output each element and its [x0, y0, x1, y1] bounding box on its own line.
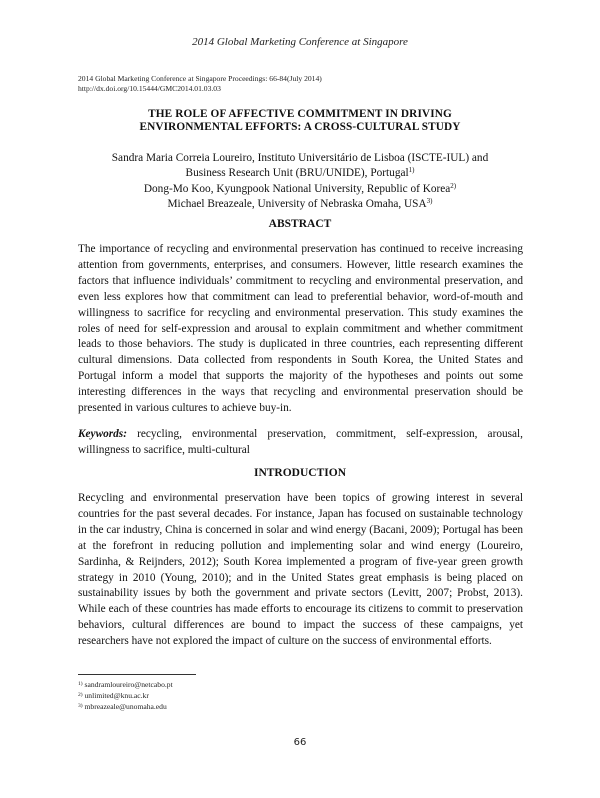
- proceedings-citation: 2014 Global Marketing Conference at Singapore Proceedings: 66-84(July 2014): [78, 74, 322, 83]
- paper-title: [60, 108, 540, 134]
- proceedings-info: [78, 74, 322, 94]
- footnote-marker-1: 1): [408, 166, 415, 175]
- keywords-label: Keywords:: [78, 428, 127, 440]
- author-3: Michael Breazeale, University of Nebraska Omaha, USA$^{3)}$: [167, 197, 433, 211]
- introduction-text: Recycling and environmental preservation have been topics of growing interest in several countries for the past several decades. For instance, Japan has focused on sustainable technology in the car industry, China is concerned in solar and wind energy (Bacani, 2009); Portugal has been at the forefront in reducing pollution and implementing solar and wind energy (Loureiro, Sardinha, & Reijnders, 2012); South Korea implemented a program of five-year green growth strategy in 2010 (Young, 2010); and in the United States great emphasis is being placed on sustainability issues by both the government and private sectors (Levitt, 2007; Probst, 2013). While each of these countries has made efforts to encourage its citizens to commit to preservation behaviors, cultural differences are bound to impact the success of these campaigns, yet researchers have not explored the impact of culture on the success of environmental efforts.: [78, 492, 523, 648]
- introduction-heading: INTRODUCTION: [253, 467, 346, 479]
- footnote-1: $^{1)}$ sandramloureiro@netcabo.pt: [78, 680, 173, 689]
- footnotes: [78, 679, 173, 712]
- footnote-marker-3: 3): [426, 197, 433, 206]
- running-head: 2014 Global Marketing Conference at Singapore: [192, 36, 408, 48]
- title-line-1: THE ROLE OF AFFECTIVE COMMITMENT IN DRIVING: [148, 108, 452, 120]
- footnote-rule: [78, 674, 196, 675]
- doi-link[interactable]: http://dx.doi.org/10.15444/GMC2014.01.03.03: [78, 84, 221, 93]
- title-line-2: ENVIRONMENTAL EFFORTS: A CROSS-CULTURAL STUDY: [139, 121, 461, 133]
- abstract-heading: ABSTRACT: [268, 218, 332, 230]
- author-1-line-1: Sandra Maria Correia Loureiro, Instituto Universitário de Lisboa (ISCTE-IUL) and: [111, 152, 489, 164]
- abstract-text: The importance of recycling and environmental preservation has continued to receive increasing attention from governments, enterprises, and consumers. However, little research examines the factors that influence individuals’ commitment to recycling and environmental preservation, and even less explores how that commitment can lead to preferential behavior, word-of-mouth and willingness to sacrifice for recycling and environmental preservation. This study examines the roles of need for self-expression and arousal to explain commitment and whether commitment leads to those behaviors. The study is duplicated in three countries, each representing different cultural dimensions. Data collected from respondents in South Korea, the United States and Portugal inform a model that supports the majority of the hypotheses and points out some interesting differences in the ways that recycling and environmental preservation should be presented in various cultures to achieve buy-in.: [78, 243, 523, 415]
- footnote-3: $^{3)}$ mbreazeale@unomaha.edu: [78, 702, 167, 711]
- author-1-line-2: Business Research Unit (BRU/UNIDE), Portugal$^{1)}$: [185, 166, 415, 180]
- author-block: [60, 151, 540, 213]
- footnote-2: $^{2)}$ unlimited@knu.ac.kr: [78, 691, 149, 700]
- author-2: Dong-Mo Koo, Kyungpook National University, Republic of Korea$^{2)}$: [143, 181, 457, 195]
- keywords: [78, 427, 523, 459]
- footnote-marker-2: 2): [450, 181, 457, 190]
- page-number: 66: [293, 737, 307, 748]
- keywords-text: recycling, environmental preservation, commitment, self-expression, arousal, willingness to sacrifice, multi-cultural: [78, 428, 524, 456]
